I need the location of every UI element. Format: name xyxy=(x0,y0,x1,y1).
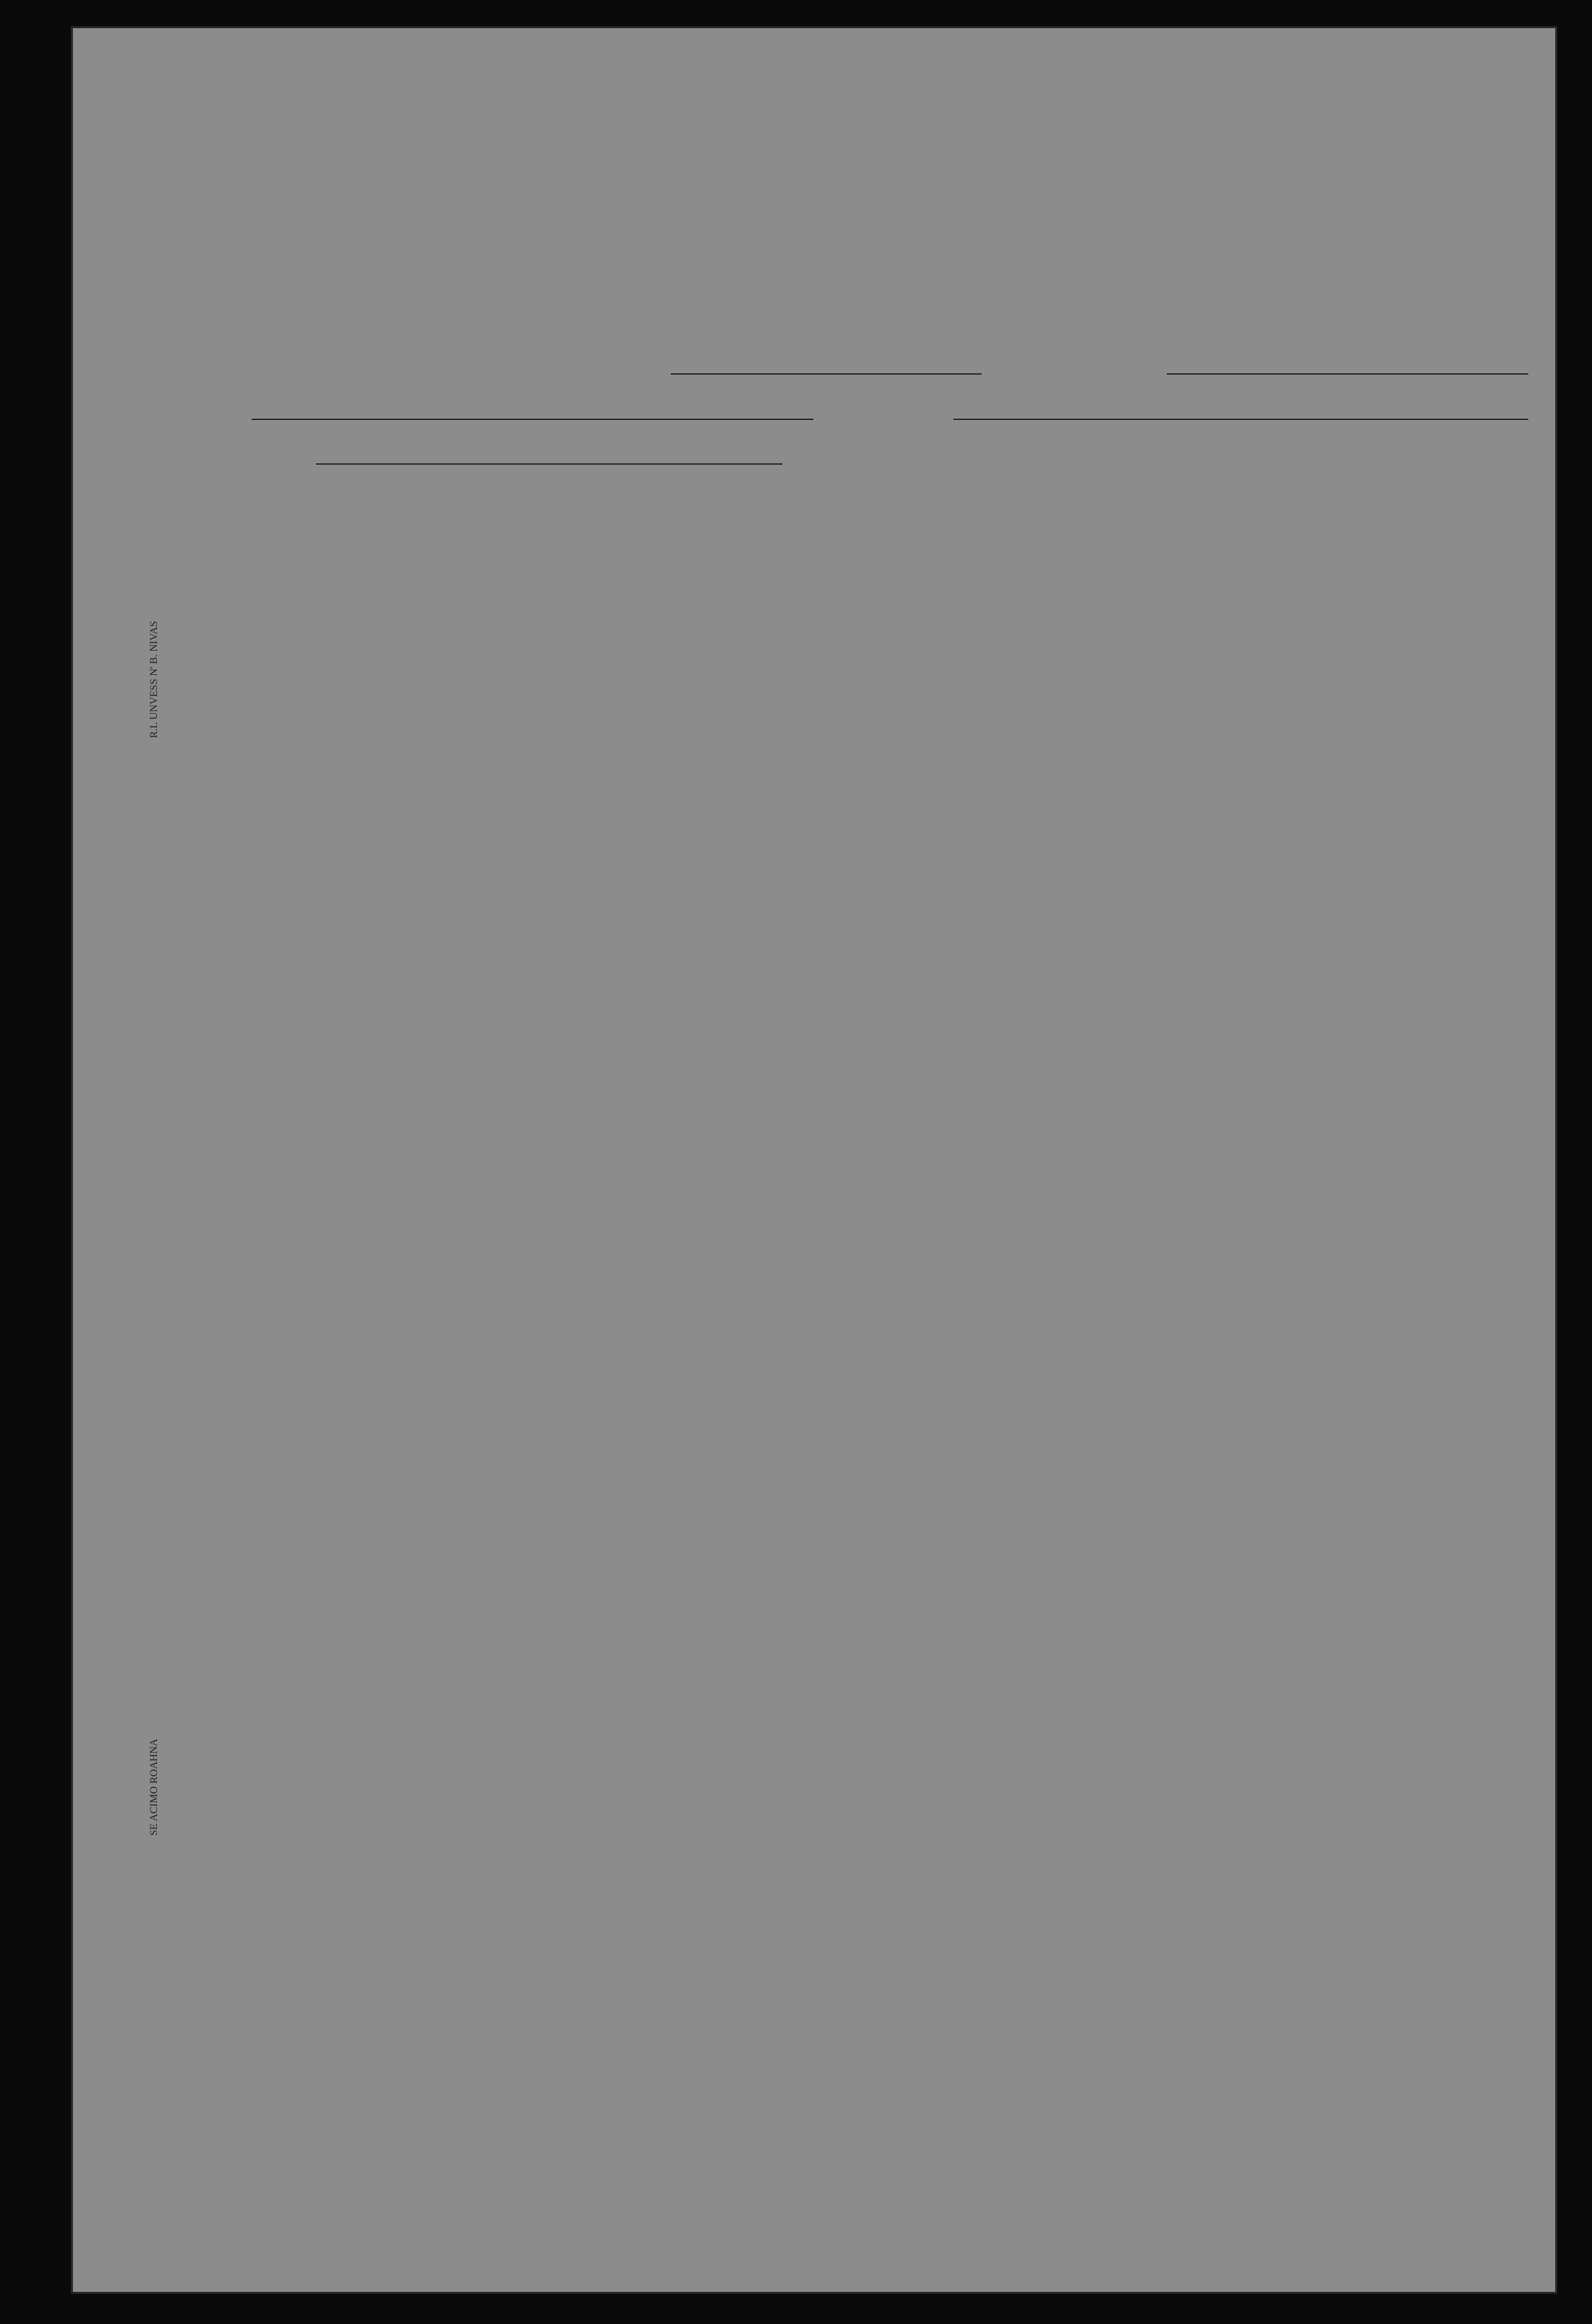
margin-stamp: R.I. UNVESS N' B. NIVAS xyxy=(148,620,160,738)
crew-table-grid xyxy=(73,28,1559,2296)
crew-list-page xyxy=(71,26,1557,2294)
margin-stamp: SE ACIMO ROAHNA xyxy=(148,1738,160,1836)
